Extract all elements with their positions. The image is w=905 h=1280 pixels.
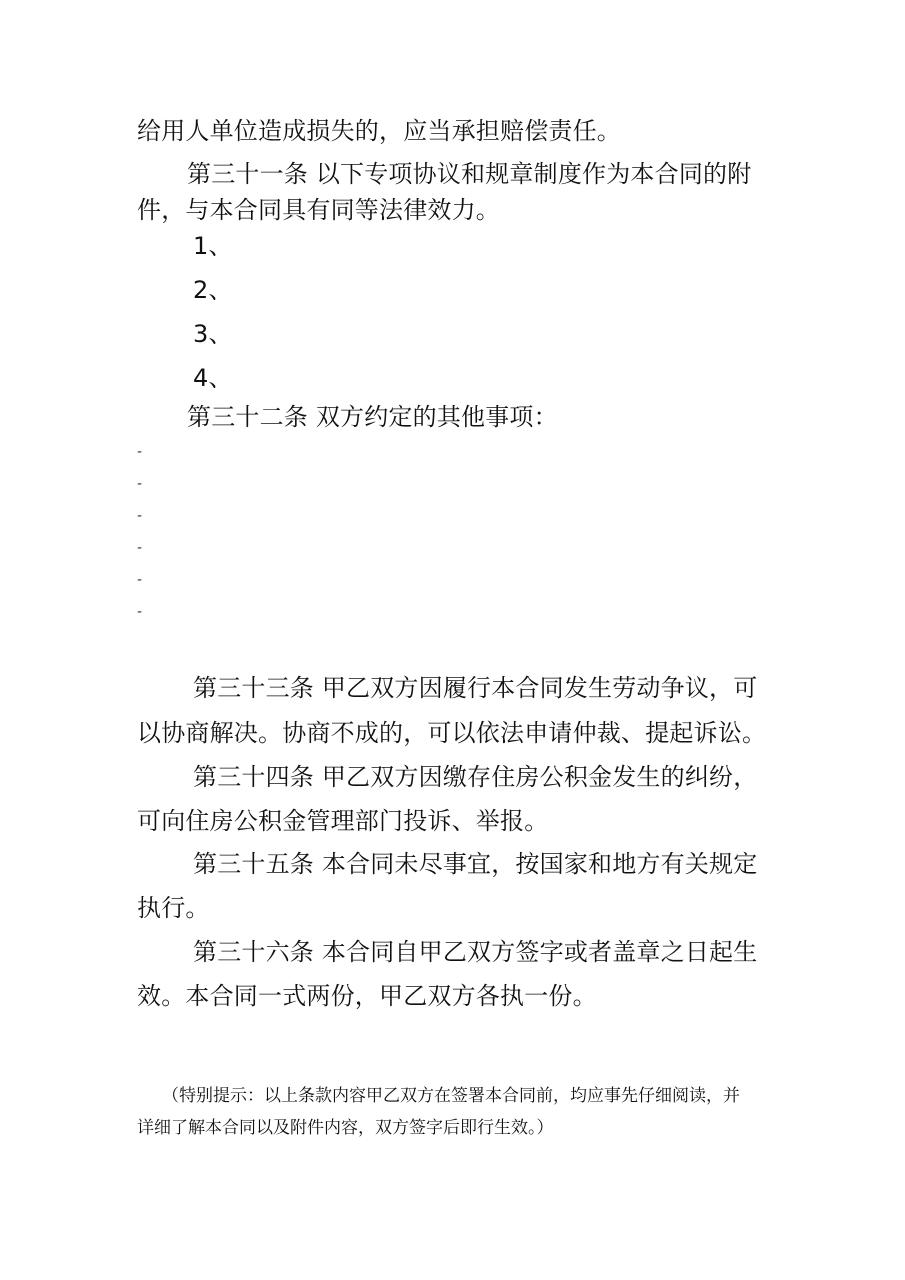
special-note-line-2: 详细了解本合同以及附件内容，双方签字后即行生效。） (137, 1118, 554, 1138)
article-36-line-1: 第三十六条 本合同自甲乙双方签字或者盖章之日起生 (193, 938, 758, 966)
attachment-item-3: 3、 (193, 320, 233, 348)
article-32-line: 第三十二条 双方约定的其他事项： (187, 403, 558, 431)
blank-mark: - (137, 572, 143, 588)
attachment-item-1: 1、 (193, 232, 233, 260)
blank-mark: - (137, 540, 143, 556)
special-note-line-1: （特别提示：以上条款内容甲乙双方在签署本合同前，均应事先仔细阅读，并 (162, 1086, 740, 1106)
attachment-item-2: 2、 (193, 276, 233, 304)
attachment-item-4: 4、 (193, 364, 233, 392)
article-35-line-2: 执行。 (137, 894, 210, 922)
text-line: 给用人单位造成损失的，应当承担赔偿责任。 (137, 117, 621, 145)
blank-mark: - (137, 604, 143, 620)
article-31-line-2: 件，与本合同具有同等法律效力。 (137, 196, 500, 224)
article-33-line-2: 以协商解决。协商不成的，可以依法申请仲裁、提起诉讼。 (137, 719, 767, 747)
article-31-line-1: 第三十一条 以下专项协议和规章制度作为本合同的附 (187, 160, 752, 188)
article-34-line-1: 第三十四条 甲乙双方因缴存住房公积金发生的纠纷， (193, 763, 758, 791)
blank-mark: - (137, 476, 143, 492)
article-35-line-1: 第三十五条 本合同未尽事宜，按国家和地方有关规定 (193, 850, 758, 878)
article-36-line-2: 效。本合同一式两份，甲乙双方各执一份。 (137, 982, 597, 1010)
article-34-line-2: 可向住房公积金管理部门投诉、举报。 (137, 807, 549, 835)
article-33-line-1: 第三十三条 甲乙双方因履行本合同发生劳动争议，可 (193, 674, 758, 702)
blank-mark: - (137, 444, 143, 460)
blank-mark: - (137, 508, 143, 524)
